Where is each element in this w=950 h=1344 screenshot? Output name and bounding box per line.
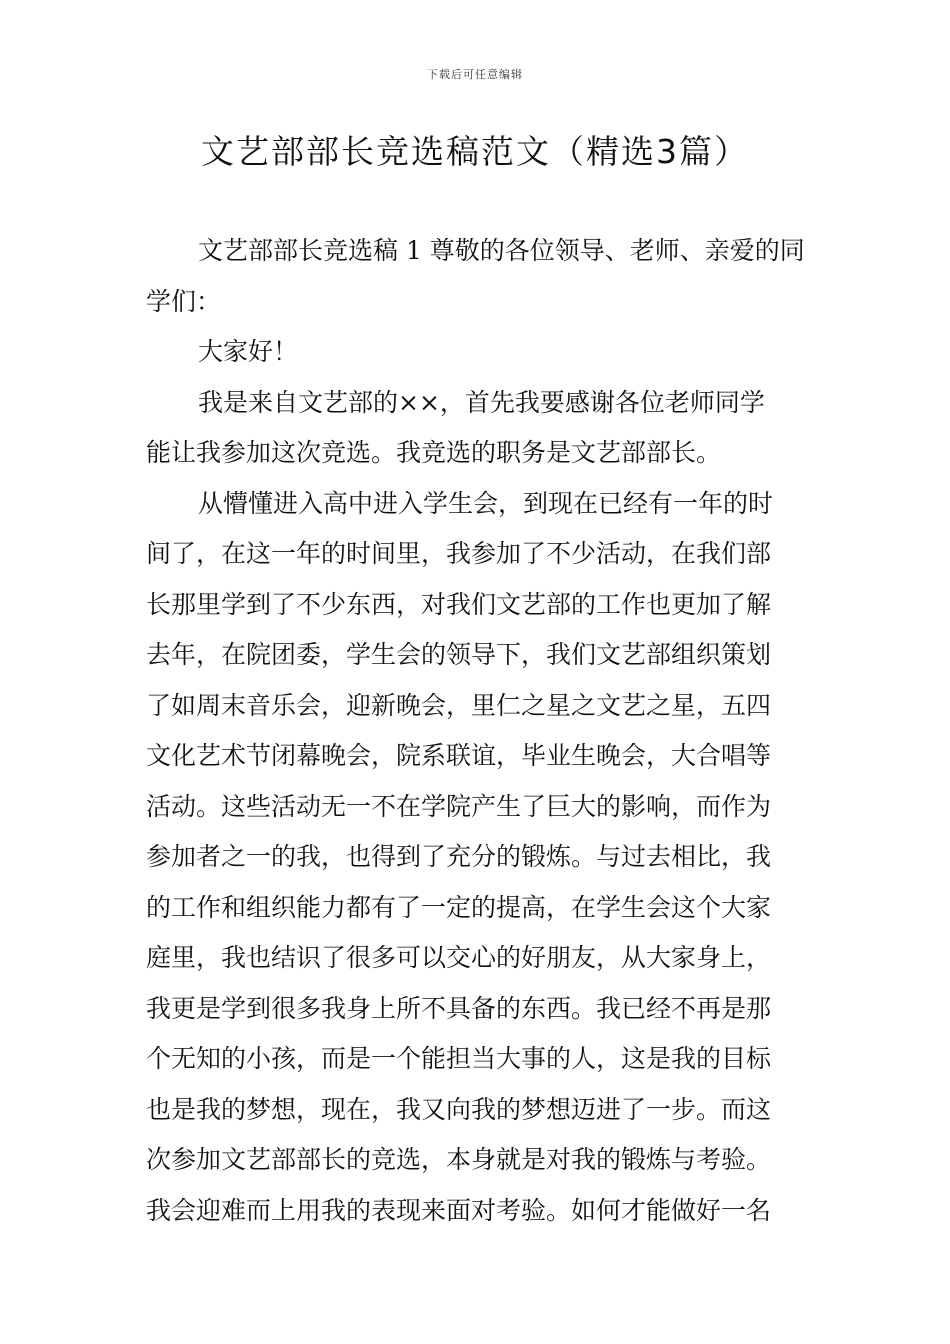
- text-line: 我是来自文艺部的××，首先我要感谢各位老师同学: [198, 387, 765, 417]
- text-line: 了如周末音乐会，迎新晚会，里仁之星之文艺之星，五四: [146, 690, 772, 720]
- text-line: 去年，在院团委，学生会的领导下，我们文艺部组织策划: [146, 640, 772, 669]
- text-line: 庭里，我也结识了很多可以交心的好朋友，从大家身上，: [146, 943, 772, 972]
- text-line: 能让我参加这次竞选。我竞选的职务是文艺部部长。: [146, 438, 722, 467]
- text-line: 活动。这些活动无一不在学院产生了巨大的影响，而作为: [146, 791, 772, 821]
- text-line: 文艺部部长竞选稿 1 尊敬的各位领导、老师、亲爱的同: [198, 236, 805, 265]
- document-body: [146, 226, 816, 1236]
- text-line: 次参加文艺部部长的竞选，本身就是对我的锻炼与考验。: [146, 1145, 772, 1174]
- text-line: 间了，在这一年的时间里，我参加了不少活动，在我们部: [146, 539, 772, 568]
- text-line: 长那里学到了不少东西，对我们文艺部的工作也更加了解: [146, 589, 772, 619]
- text-line: 我更是学到很多我身上所不具备的东西。我已经不再是那: [146, 993, 772, 1023]
- text-line: 个无知的小孩，而是一个能担当大事的人，这是我的目标: [146, 1044, 772, 1073]
- text-line: 文化艺术节闭幕晚会，院系联谊，毕业生晚会，大合唱等: [146, 741, 772, 770]
- document-title: 文艺部部长竞选稿范文（精选3篇）: [201, 132, 749, 171]
- header-note: 下载后可任意编辑: [427, 68, 523, 81]
- text-line: 大家好！: [198, 337, 299, 366]
- text-line: 我会迎难而上用我的表现来面对考验。如何才能做好一名: [146, 1195, 772, 1225]
- text-line: 学们：: [146, 286, 222, 316]
- text-line: 的工作和组织能力都有了一定的提高，在学生会这个大家: [146, 892, 772, 922]
- text-line: 也是我的梦想，现在，我又向我的梦想迈进了一步。而这: [146, 1094, 772, 1124]
- text-line: 参加者之一的我，也得到了充分的锻炼。与过去相比，我: [146, 842, 772, 871]
- text-line: 从懵懂进入高中进入学生会，到现在已经有一年的时: [198, 488, 774, 518]
